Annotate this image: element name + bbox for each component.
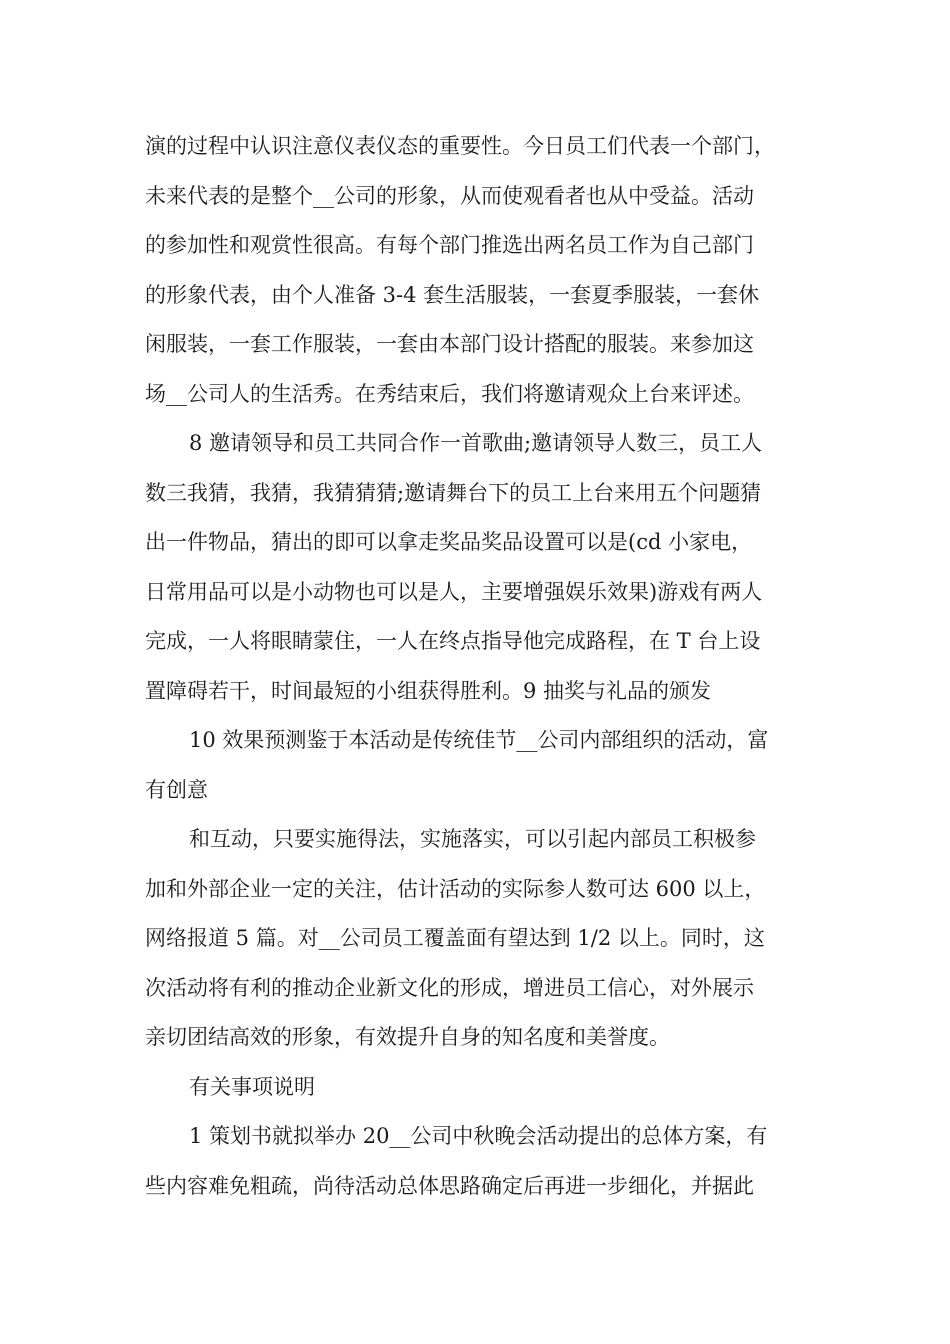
text-line: 闲服装，一套工作服装，一套由本部门设计搭配的服装。来参加这 — [145, 332, 754, 356]
text-line: 演的过程中认识注意仪表仪态的重要性。今日员工们代表一个部门， — [145, 134, 775, 158]
document-body — [145, 126, 815, 1215]
text-line: 有创意 — [145, 777, 208, 802]
text-line: 亲切团结高效的形象，有效提升自身的知名度和美誉度。 — [145, 1025, 670, 1049]
text-line: 数三我猜，我猜，我猜猜猜;邀请舞台下的员工上台来用五个问题猜 — [145, 480, 762, 505]
text-line: 置障碍若干，时间最短的小组获得胜利。9 抽奖与礼品的颁发 — [145, 678, 712, 703]
text-line: 出一件物品，猜出的即可以拿走奖品奖品设置可以是(cd 小家电， — [145, 530, 753, 554]
text-line: 的参加性和观赏性很高。有每个部门推选出两名员工作为自己部门 — [145, 233, 754, 257]
text-line: 些内容难免粗疏，尚待活动总体思路确定后再进一步细化，并据此 — [145, 1173, 754, 1198]
paragraph-start-line: 10 效果预测鉴于本活动是传统佳节__公司内部组织的活动，富 — [189, 728, 769, 752]
paragraph-start-line: 1 策划书就拟举办 20__公司中秋晚会活动提出的总体方案，有 — [189, 1124, 768, 1148]
text-line: 的形象代表，由个人准备 3-4 套生活服装，一套夏季服装，一套休 — [145, 282, 760, 307]
text-line: 网络报道 5 篇。对__公司员工覆盖面有望达到 1/2 以上。同时，这 — [145, 926, 765, 950]
text-line: 日常用品可以是小动物也可以是人，主要增强娱乐效果)游戏有两人 — [145, 579, 763, 604]
text-line: 加和外部企业一定的关注，估计活动的实际参人数可达 600 以上， — [145, 876, 766, 901]
paragraph-start-line: 和互动，只要实施得法，实施落实，可以引起内部员工积极参 — [189, 827, 756, 851]
text-line: 次活动将有利的推动企业新文化的形成，增进员工信心，对外展示 — [145, 975, 754, 1000]
text-line: 未来代表的是整个__公司的形象，从而使观看者也从中受益。活动 — [145, 183, 754, 208]
text-line: 场__公司人的生活秀。在秀结束后，我们将邀请观众上台来评述。 — [145, 381, 754, 406]
paragraph-start-line: 8 邀请领导和员工共同合作一首歌曲;邀请领导人数三，员工人 — [189, 431, 763, 455]
section-heading: 有关事项说明 — [189, 1074, 315, 1099]
text-line: 完成，一人将眼睛蒙住，一人在终点指导他完成路程，在 T 台上设 — [145, 629, 761, 653]
